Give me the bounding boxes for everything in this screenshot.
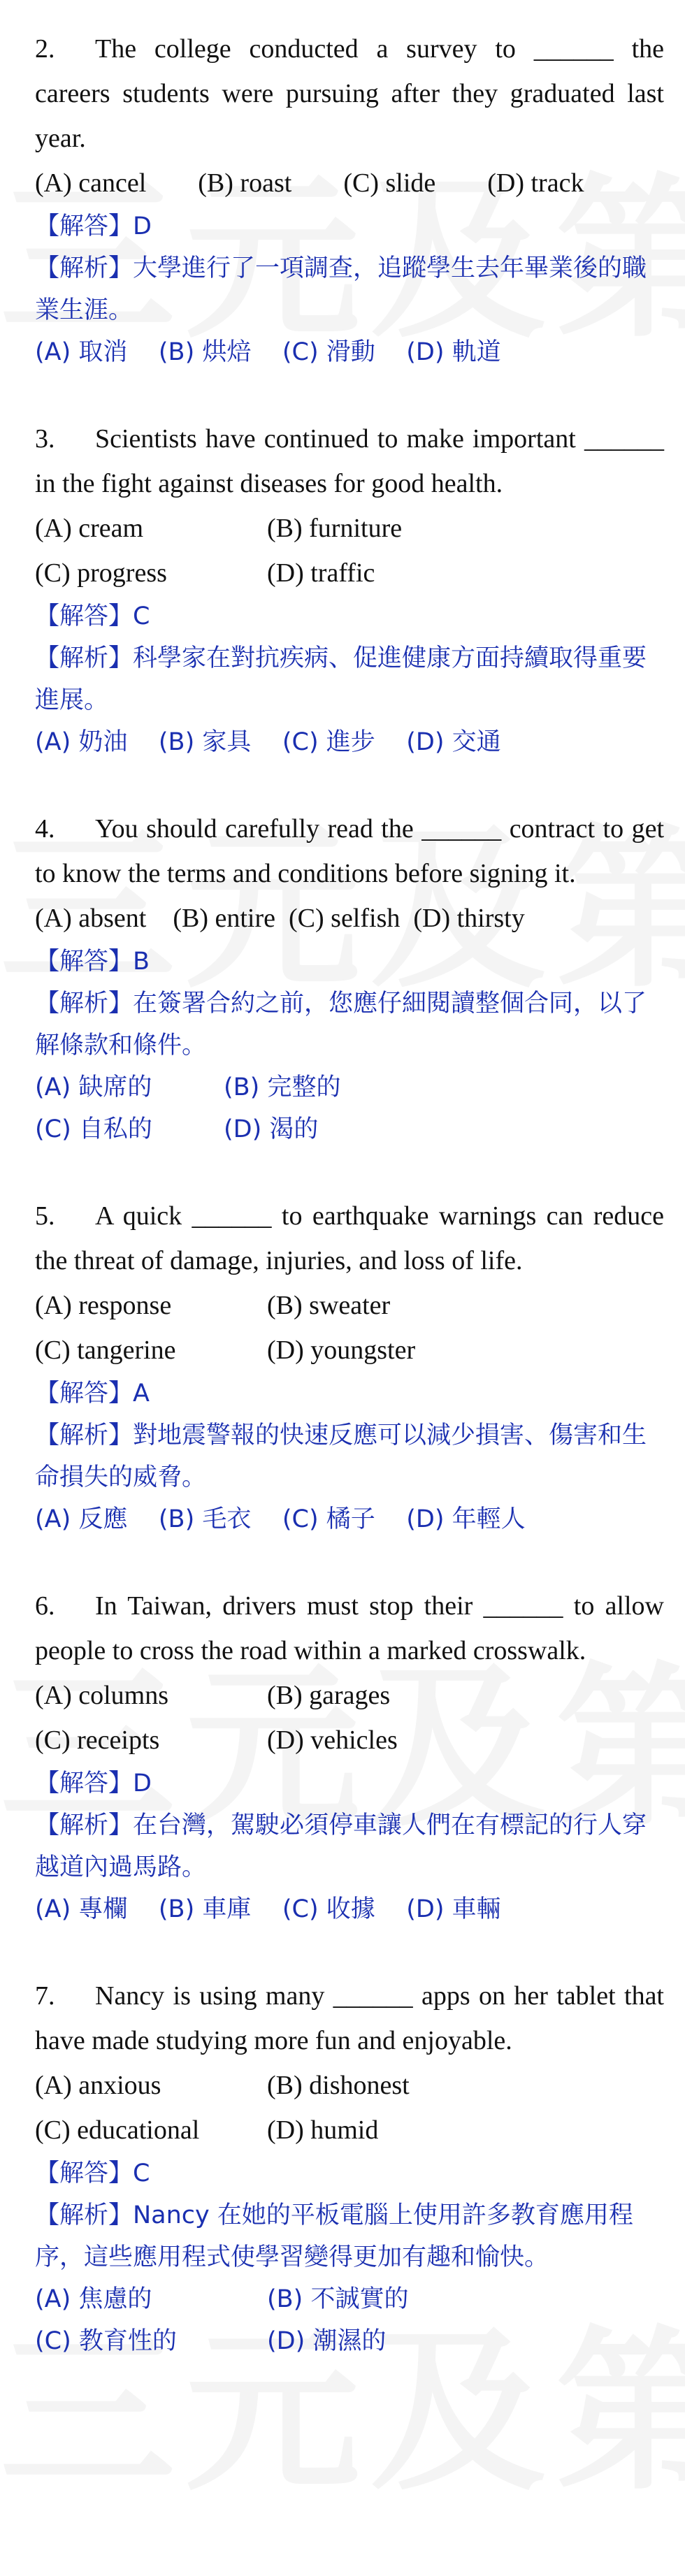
question-number: 6. xyxy=(35,1591,55,1621)
translation-b: (B) 不誠實的 xyxy=(267,2285,409,2313)
question-stem xyxy=(35,417,664,506)
option-c: (C) slide xyxy=(343,168,436,198)
option-d: (D) vehicles xyxy=(267,1725,398,1755)
explanation: 【解析】Nancy 在她的平板電腦上使用許多教育應用程序，這些應用程式使學習變得更加有趣和愉快。 xyxy=(35,2201,633,2271)
explanation: 【解析】在簽署合約之前，您應仔細閱讀整個合同，以了解條款和條件。 xyxy=(35,990,647,1059)
option-d: (D) traffic xyxy=(267,558,375,588)
option-a: (A) cream xyxy=(35,514,144,543)
translation-c: (C) 進步 xyxy=(282,728,375,756)
answer: 【解答】C xyxy=(35,602,150,630)
translation-b: (B) 車庫 xyxy=(158,1895,252,1923)
translation-d: (D) 車輛 xyxy=(406,1895,501,1923)
options xyxy=(35,506,664,595)
question-number: 2. xyxy=(35,34,55,64)
option-a: (A) columns xyxy=(35,1681,169,1710)
option-c: (C) tangerine xyxy=(35,1336,176,1365)
option-translations xyxy=(35,1498,664,1540)
explanation: 【解析】對地震警報的快速反應可以減少損害、傷害和生命損失的威脅。 xyxy=(35,1421,647,1491)
question-2 xyxy=(35,27,664,373)
translation-c: (C) 收據 xyxy=(282,1895,375,1923)
question-list xyxy=(35,27,664,2405)
option-translations xyxy=(35,2278,664,2362)
answer: 【解答】A xyxy=(35,1380,150,1408)
translation-d: (D) 潮濕的 xyxy=(267,2327,387,2355)
translation-a: (A) 專欄 xyxy=(35,1895,128,1923)
answer: 【解答】D xyxy=(35,1770,152,1797)
option-d: (D) track xyxy=(487,168,584,198)
answer: 【解答】B xyxy=(35,948,150,976)
question-number: 4. xyxy=(35,814,55,844)
question-stem xyxy=(35,27,664,161)
option-translations xyxy=(35,1888,664,1930)
option-d: (D) humid xyxy=(267,2115,379,2145)
option-a: (A) anxious xyxy=(35,2071,161,2100)
explanation: 【解析】大學進行了一項調查，追蹤學生去年畢業後的職業生涯。 xyxy=(35,254,647,324)
options xyxy=(35,2063,664,2152)
option-translations xyxy=(35,721,664,763)
question-stem xyxy=(35,1974,664,2063)
question-4 xyxy=(35,806,664,1150)
translation-c: (C) 教育性的 xyxy=(35,2327,177,2355)
answer: 【解答】C xyxy=(35,2159,150,2187)
question-5 xyxy=(35,1194,664,1540)
question-number: 5. xyxy=(35,1201,55,1231)
translation-d: (D) 交通 xyxy=(406,728,501,756)
translation-d: (D) 年輕人 xyxy=(406,1505,526,1533)
answer: 【解答】D xyxy=(35,212,152,240)
option-d: (D) thirsty xyxy=(413,904,525,933)
options xyxy=(35,1673,664,1763)
option-b: (B) dishonest xyxy=(267,2071,410,2100)
option-a: (A) response xyxy=(35,1291,172,1320)
explanation: 【解析】科學家在對抗疾病、促進健康方面持續取得重要進展。 xyxy=(35,644,647,714)
question-6 xyxy=(35,1584,664,1930)
translation-c: (C) 滑動 xyxy=(282,338,375,366)
option-b: (B) furniture xyxy=(267,514,403,543)
question-text: In Taiwan, drivers must stop their ______ to allow people to cross the road within a marked crosswalk. xyxy=(35,1591,664,1665)
question-stem xyxy=(35,1584,664,1673)
translation-d: (D) 軌道 xyxy=(406,338,501,366)
options xyxy=(35,161,664,205)
option-a: (A) absent xyxy=(35,904,147,933)
option-b: (B) entire xyxy=(173,904,275,933)
question-number: 7. xyxy=(35,1981,55,2011)
option-d: (D) youngster xyxy=(267,1336,416,1365)
question-3 xyxy=(35,417,664,763)
question-number: 3. xyxy=(35,424,55,454)
translation-a: (A) 奶油 xyxy=(35,728,128,756)
options xyxy=(35,896,664,941)
translation-a: (A) 焦慮的 xyxy=(35,2285,152,2313)
option-c: (C) progress xyxy=(35,558,167,588)
translation-c: (C) 橘子 xyxy=(282,1505,375,1533)
question-text: Scientists have continued to make important ______ in the fight against diseases for good health. xyxy=(35,424,664,498)
question-7 xyxy=(35,1974,664,2362)
translation-c: (C) 自私的 xyxy=(35,1115,152,1143)
explanation: 【解析】在台灣，駕駛必須停車讓人們在有標記的行人穿越道內過馬路。 xyxy=(35,1811,647,1881)
question-text: You should carefully read the ______ contract to get to know the terms and conditions before signing it. xyxy=(35,814,664,888)
translation-b: (B) 完整的 xyxy=(224,1073,341,1101)
translation-b: (B) 家具 xyxy=(158,728,252,756)
option-translations xyxy=(35,1066,664,1150)
option-b: (B) roast xyxy=(198,168,292,198)
translation-a: (A) 取消 xyxy=(35,338,128,366)
question-stem xyxy=(35,806,664,896)
option-c: (C) selfish xyxy=(289,904,401,933)
option-b: (B) garages xyxy=(267,1681,391,1710)
question-text: Nancy is using many ______ apps on her tablet that have made studying more fun and enjoyable. xyxy=(35,1981,664,2055)
translation-b: (B) 毛衣 xyxy=(158,1505,252,1533)
options xyxy=(35,1283,664,1373)
translation-d: (D) 渴的 xyxy=(224,1115,319,1143)
question-stem xyxy=(35,1194,664,1283)
question-text: A quick ______ to earthquake warnings can reduce the threat of damage, injuries, and loss of life. xyxy=(35,1201,664,1275)
option-translations xyxy=(35,331,664,373)
translation-a: (A) 缺席的 xyxy=(35,1073,152,1101)
translation-b: (B) 烘焙 xyxy=(158,338,252,366)
option-a: (A) cancel xyxy=(35,168,147,198)
option-b: (B) sweater xyxy=(267,1291,391,1320)
option-c: (C) educational xyxy=(35,2115,200,2145)
option-c: (C) receipts xyxy=(35,1725,160,1755)
question-text: The college conducted a survey to ______ the careers students were pursuing after they graduated last year. xyxy=(35,34,664,153)
translation-a: (A) 反應 xyxy=(35,1505,128,1533)
